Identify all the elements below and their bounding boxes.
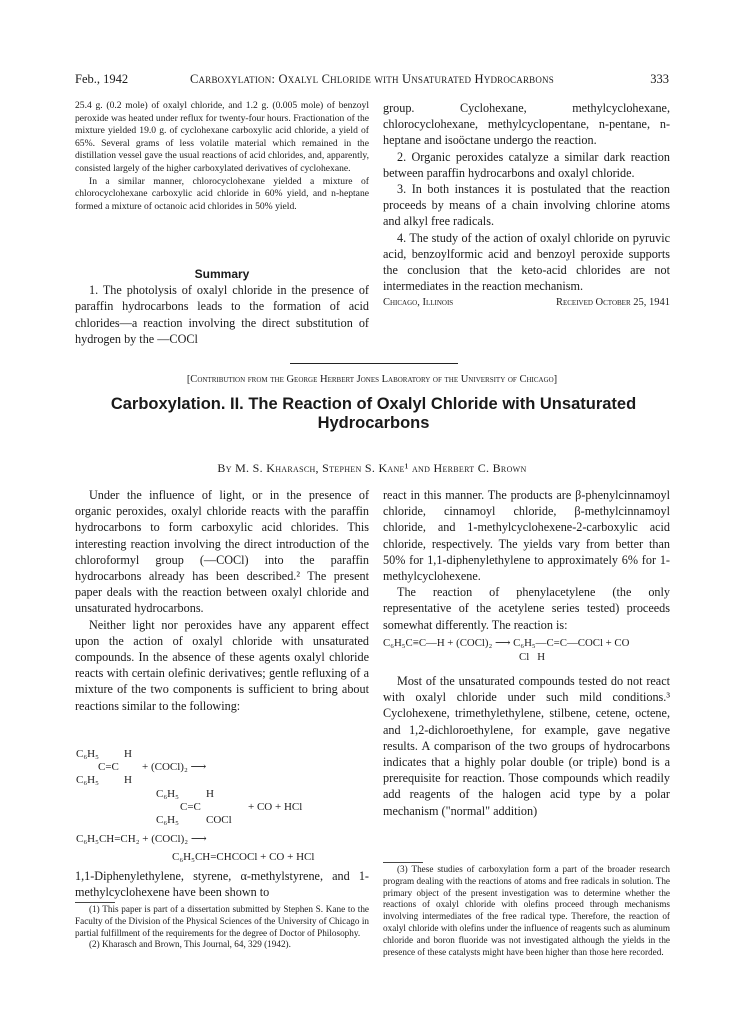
eq1-prod-h: H xyxy=(206,788,214,800)
prev-article-experimental xyxy=(75,100,369,213)
summary-item-3: 3. In both instances it is postulated that the reaction proceeds by means of a chain involving chlorine atoms and alkyl free radicals. xyxy=(383,182,670,229)
signature-line xyxy=(383,295,670,311)
body-para-2: Neither light nor peroxides have any apparent effect upon the action of oxalyl chloride with unsaturated compounds. In the absence of these agents oxalyl chloride reacts with certain olefinic derivatives; gentle refluxing of a mixture of the two components is sufficient to bring about reactions similar to the following: xyxy=(75,617,369,713)
footnote-1: (1) This paper is part of a dissertation submitted by Stephen S. Kane to the Faculty of the Division of the Physical Sciences of the University of Chicago in partial fulfillment of the requirements for the degree of Doctor of Philosophy. xyxy=(75,904,369,938)
body-right-para-3: Most of the unsaturated compounds tested do not react with oxalyl chloride under such mild conditions.³ Cyclohexene, trimethylethylene, stilbene, cetene, octene, and 1,2-dichloroethylene, for example, gave negative results. A comparison of the two groups of hydrocarbons indicates that a highly polar double (or triple) bond is a prerequisite for reaction. Those compounds which readily add reagents of the halogen acid type by a polar mechanism ("normal" addition) xyxy=(383,674,670,818)
article-title: Carboxylation. II. The Reaction of Oxalyl Chloride with Unsaturated Hydrocarbons xyxy=(110,395,637,432)
place: Chicago, Illinois xyxy=(383,297,454,309)
eq3-substituents: Cl H xyxy=(519,651,546,663)
summary-item-2: 2. Organic peroxides catalyze a similar dark reaction between paraffin hydrocarbons and oxalyl chloride. xyxy=(383,149,670,180)
summary-section xyxy=(75,266,369,347)
running-header xyxy=(75,72,669,88)
eq1-prod-phenyl-b: C₆H₅ xyxy=(156,814,179,826)
eq3-main: C₆H₅C≡C—H + (COCl)₂ ⟶ C₆H₅—C=C—COCl + CO xyxy=(383,637,630,649)
footnote-rule-right xyxy=(383,862,423,863)
footnote-rule-left xyxy=(75,902,115,903)
eq1-prod-tail: + CO + HCl xyxy=(248,801,303,813)
body-right-para-2: The reaction of phenylacetylene (the only representative of the acetylene series tested) proceeds somewhat differently. The reaction is: xyxy=(383,585,670,632)
body-para-3: 1,1-Diphenylethylene, styrene, α-methylstyrene, and 1-methylcyclohexene have been shown to xyxy=(75,869,369,900)
summary-continued xyxy=(383,100,670,311)
footnote-2: (2) Kharasch and Brown, This Journal, 64, 329 (1942). xyxy=(89,939,291,950)
eq1-prod-phenyl-a: C₆H₅ xyxy=(156,788,179,800)
header-title: Carboxylation: Oxalyl Chloride with Unsaturated Hydrocarbons xyxy=(190,72,554,86)
summary-heading: Summary xyxy=(194,267,250,281)
article-authors: By M. S. Kharasch, Stephen S. Kane¹ and Herbert C. Brown xyxy=(217,461,527,475)
eq1-prod-cocl: COCl xyxy=(206,814,232,826)
summary-item-4: 4. The study of the action of oxalyl chloride on pyruvic acid, benzoylformic acid and benzoyl peroxide supports the conclusion that the keto-acid chlorides are not intermediates in the reaction mechanism. xyxy=(383,230,670,294)
summary-item-1: 1. The photolysis of oxalyl chloride in the presence of paraffin hydrocarbons leads to the formation of acid chlorides—a reaction involving the direct substitution of hydrogen by the —COCl xyxy=(75,283,369,346)
eq1-prod-double-bond: C=C xyxy=(180,801,201,813)
body-para-1: Under the influence of light, or in the presence of organic peroxides, oxalyl chloride reacts with the paraffin hydrocarbons to form carboxylic acid chlorides. This interesting reaction involving the direct introduction of the chloroformyl group (—COCl) into the paraffin hydrocarbons already has been described.² The present paper deals with the reaction between oxalyl chloride and unsaturated hydrocarbons. xyxy=(75,488,369,616)
body-right-continued xyxy=(383,673,670,819)
summary-item-1-cont: group. Cyclohexane, methylcyclohexane, chlorocyclohexane, methylcyclopentane, n-pentane, n-heptane and isoöctane undergo the reaction. xyxy=(383,101,670,148)
eq2-line-1: C₆H₅CH=CH₂ + (COCl)₂ ⟶ xyxy=(76,833,207,845)
footnote-3: (3) These studies of carboxylation form a part of the broader research program dealing with the reactions of atoms and free radicals in solution. The primary object of the present investigation was to determine whether the reactions of oxalyl chloride with olefins proceed through mechanisms involving intermediates of the free radical type. Therefore, the reaction of oxalyl chloride with olefins under the influence of reagents such as aluminum chloride and boron fluoride was not investigated although the yields in the presence of these catalysts might have been higher than those here recorded. xyxy=(383,864,670,957)
page-number: 333 xyxy=(650,72,669,86)
footnotes-left xyxy=(75,904,369,951)
eq1-reagent: + (COCl)₂ ⟶ xyxy=(142,761,207,773)
body-right-column xyxy=(383,487,670,633)
eq2-line-2: C₆H₅CH=CHCOCl + CO + HCl xyxy=(172,851,315,863)
contribution-line: [Contribution from the George Herbert Jones Laboratory of the University of Chicago] xyxy=(186,374,558,385)
experimental-para-2: In a similar manner, chlorocyclohexane yielded a mixture of chlorocyclohexane carboxylic acid chloride in 60% yield, and n-heptane formed a mixture of octanoic acid chlorides in 50% yield. xyxy=(75,175,369,212)
footnotes-right xyxy=(383,864,670,958)
body-right-para-1: react in this manner. The products are β-phenylcinnamoyl chloride, cinnamoyl chloride, β-methylcinnamoyl chloride, and 1-methylcyclohexene-2-carboxylic acid chloride, respectively. The yields vary from better than 50% for 1,1-diphenylethylene to approximately 6% for 1-methylcyclohexene. xyxy=(383,488,670,584)
experimental-para-1: 25.4 g. (0.2 mole) of oxalyl chloride, and 1.2 g. (0.005 mole) of benzoyl peroxide was heated under reflux for twenty-four hours. Fractionation of the mixture yielded 19.0 g. of cyclohexane carboxylic acid chloride, a yield of 65%. Several grams of less volatile material which remained in the distillation vessel gave the usual reactions of acid chlorides, and, apparently, consisted largely of the higher carboxylated derivatives of cyclohexane. xyxy=(75,100,369,174)
eq1-h-b: H xyxy=(124,774,132,786)
body-left-continued xyxy=(75,868,369,900)
eq1-h-a: H xyxy=(124,748,132,760)
body-left-column xyxy=(75,487,369,714)
section-divider xyxy=(290,363,458,364)
eq1-phenyl-b: C₆H₅ xyxy=(76,774,99,786)
header-date: Feb., 1942 xyxy=(75,72,129,86)
eq1-phenyl-a: C₆H₅ xyxy=(76,748,99,760)
received-date: Received October 25, 1941 xyxy=(555,297,670,309)
eq1-double-bond: C=C xyxy=(98,761,119,773)
